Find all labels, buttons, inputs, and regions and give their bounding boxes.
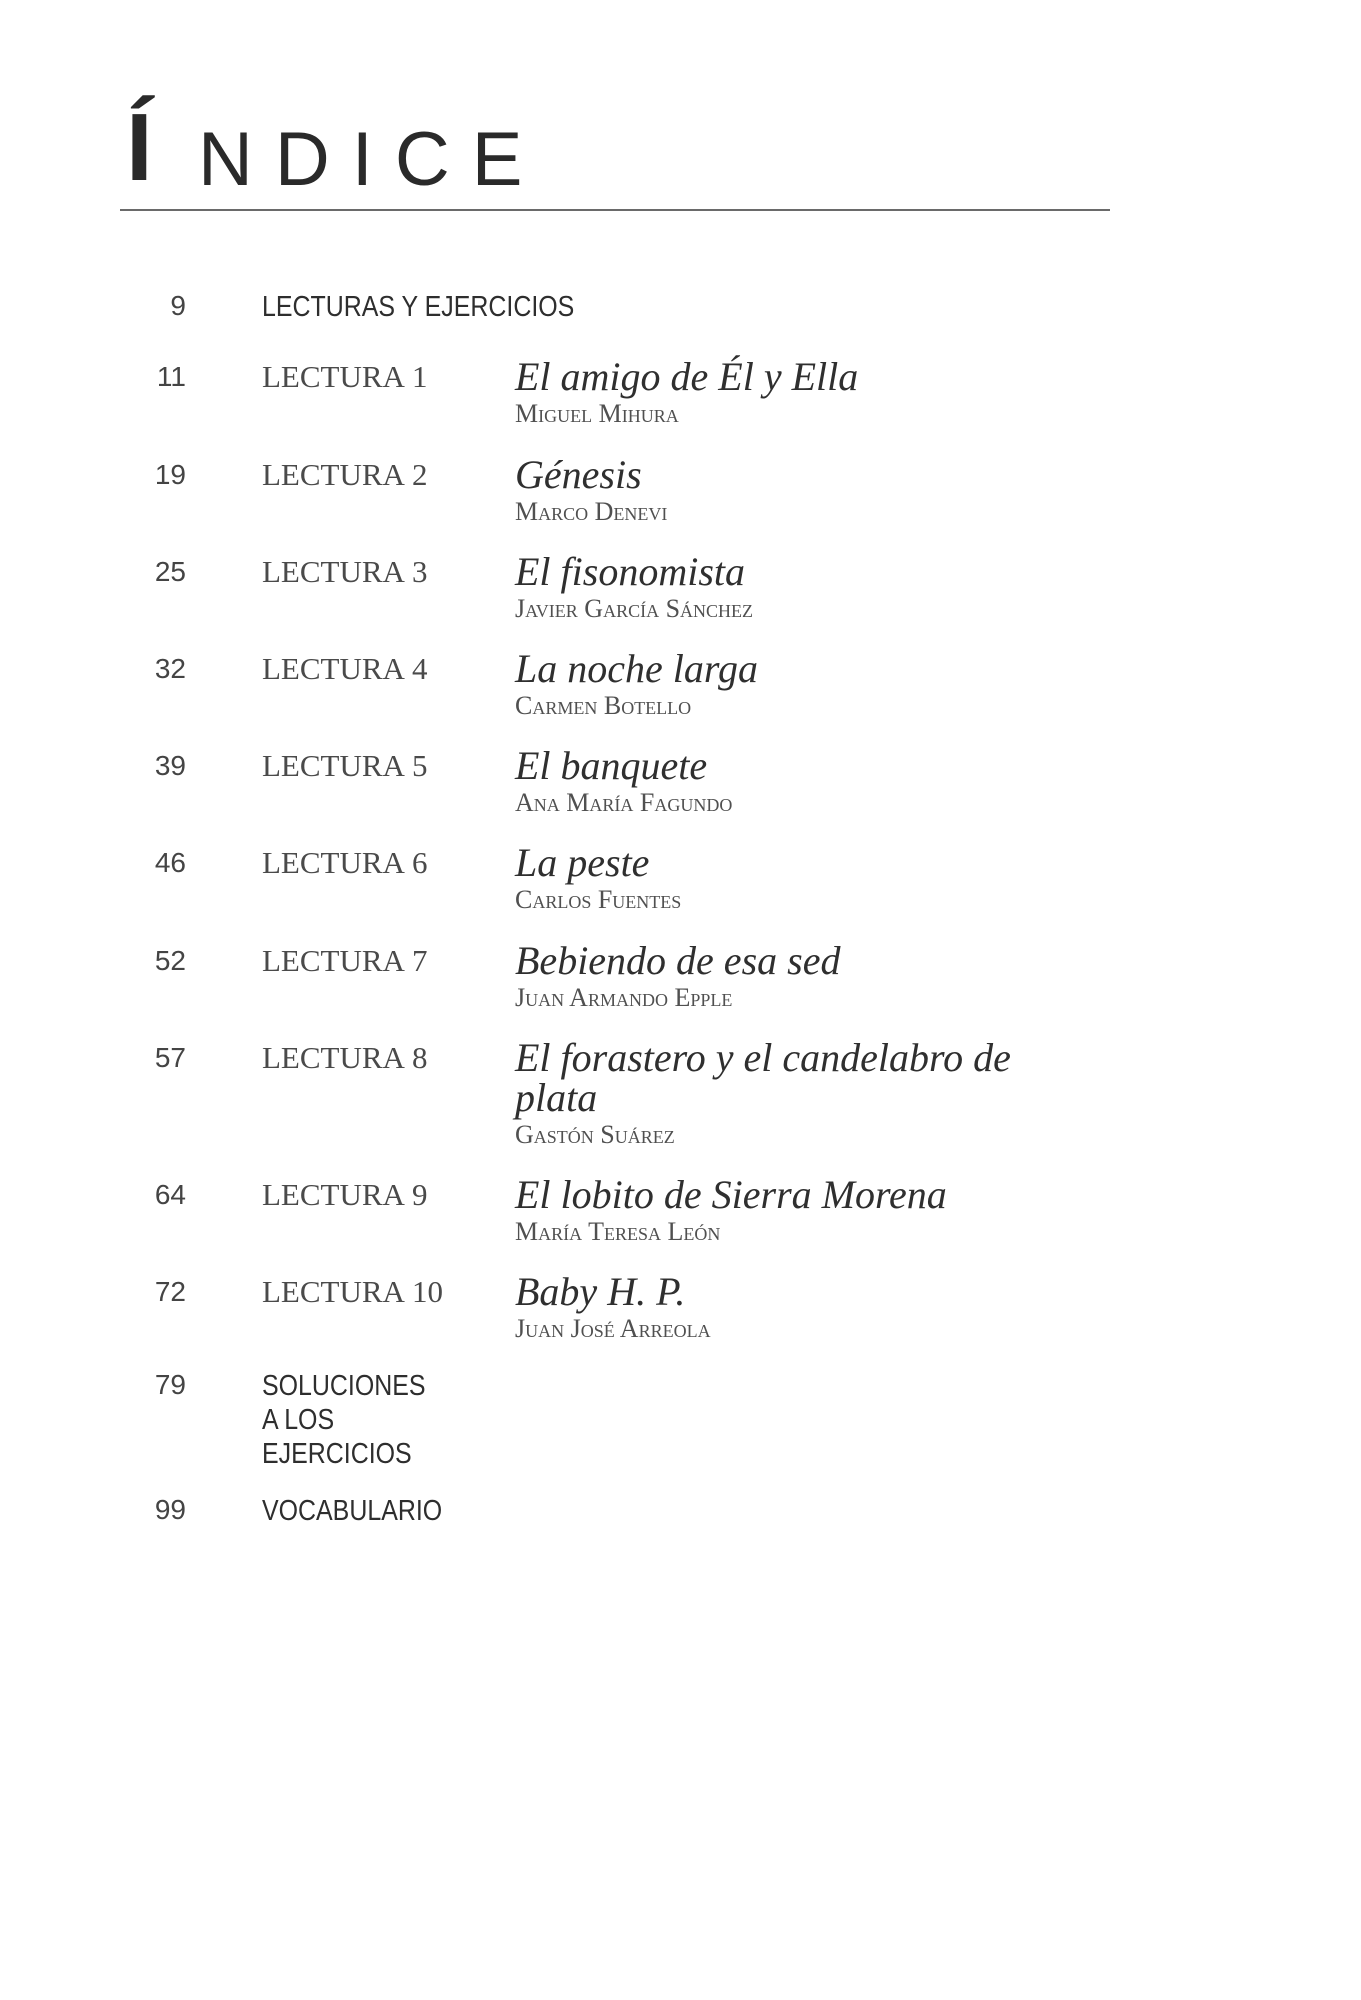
lectura-label: LECTURA [262,457,405,492]
section-title: VOCABULARIO [262,1495,443,1527]
lectura-label-group [262,359,428,394]
title-rule [120,209,1110,211]
lectura-label-group [262,1040,428,1075]
lectura-label-group [262,748,428,783]
work-author: Marco Denevi [515,497,668,526]
work-author: Juan Armando Epple [515,983,733,1012]
lectura-number: 2 [412,457,428,492]
work-title: El lobito de Sierra Morena [515,1172,947,1217]
work-title-block [515,1172,1075,1247]
lectura-label: LECTURA [262,554,405,589]
lectura-number: 10 [412,1274,443,1309]
page-number: 25 [154,556,186,587]
work-author: Carmen Botello [515,691,692,720]
work-title: Génesis [515,452,642,497]
lectura-label: LECTURA [262,1040,405,1075]
work-title: El fisonomista [515,549,746,594]
lectura-number: 4 [412,651,428,686]
lectura-label-group [262,1177,428,1212]
lectura-number: 3 [412,554,428,589]
work-author: Juan José Arreola [515,1314,711,1343]
work-author: Miguel Mihura [515,399,679,428]
page-number: 39 [154,750,186,781]
lectura-number: 6 [412,845,428,880]
work-title: El amigo de Él y Ella [515,354,859,399]
section-title: SOLUCIONES A LOS EJERCICIOS [262,1370,426,1470]
page-number: 32 [154,653,186,684]
work-author: Ana María Fagundo [515,788,733,817]
lectura-label-group [262,457,428,492]
title-initial: Í [126,94,153,201]
lectura-label: LECTURA [262,845,405,880]
section-title: LECTURAS Y EJERCICIOS [262,291,575,323]
lectura-number: 7 [412,943,428,978]
lectura-label-group [262,845,428,880]
title-rest: NDICE [198,117,545,202]
lectura-label: LECTURA [262,651,405,686]
page-number: 79 [154,1369,186,1400]
work-title-block [515,938,1075,1013]
lectura-label: LECTURA [262,1274,405,1309]
lectura-label-group [262,554,428,589]
page-title [118,42,818,202]
lectura-label: LECTURA [262,1177,405,1212]
page-number: 19 [154,459,186,490]
work-title: Baby H. P. [515,1269,686,1314]
lectura-label: LECTURA [262,748,405,783]
lectura-number: 5 [412,748,428,783]
work-title-block [515,549,1075,624]
work-title: La peste [515,840,650,885]
work-title-block [515,452,1075,527]
page-number: 72 [154,1276,186,1307]
work-title: El banquete [515,743,708,788]
page-number: 11 [156,361,186,392]
lectura-label-group [262,943,428,978]
work-title-block [515,743,1075,818]
lectura-label-group [262,651,428,686]
work-author: Javier García Sánchez [515,594,754,623]
work-title-block [515,840,1075,915]
page-number: 52 [154,945,186,976]
work-title-block [515,646,1075,721]
work-title: Bebiendo de esa sed [515,938,841,983]
lectura-number: 1 [412,359,428,394]
work-title-block [515,354,1075,429]
work-title: El forastero y el candelabro de plata [515,1035,1011,1120]
lectura-label-group [262,1274,443,1309]
work-author: María Teresa León [515,1217,721,1246]
lectura-number: 8 [412,1040,428,1075]
page-number: 9 [170,290,186,321]
lectura-label: LECTURA [262,943,405,978]
work-title-block [515,1269,1075,1344]
work-author: Carlos Fuentes [515,885,682,914]
lectura-label: LECTURA [262,359,405,394]
page-number: 99 [154,1494,186,1525]
work-title-block [515,1035,1055,1150]
page-number: 64 [154,1179,186,1210]
work-title: La noche larga [515,646,758,691]
page-number: 46 [154,847,186,878]
work-author: Gastón Suárez [515,1120,675,1149]
page-number: 57 [154,1042,186,1073]
lectura-number: 9 [412,1177,428,1212]
